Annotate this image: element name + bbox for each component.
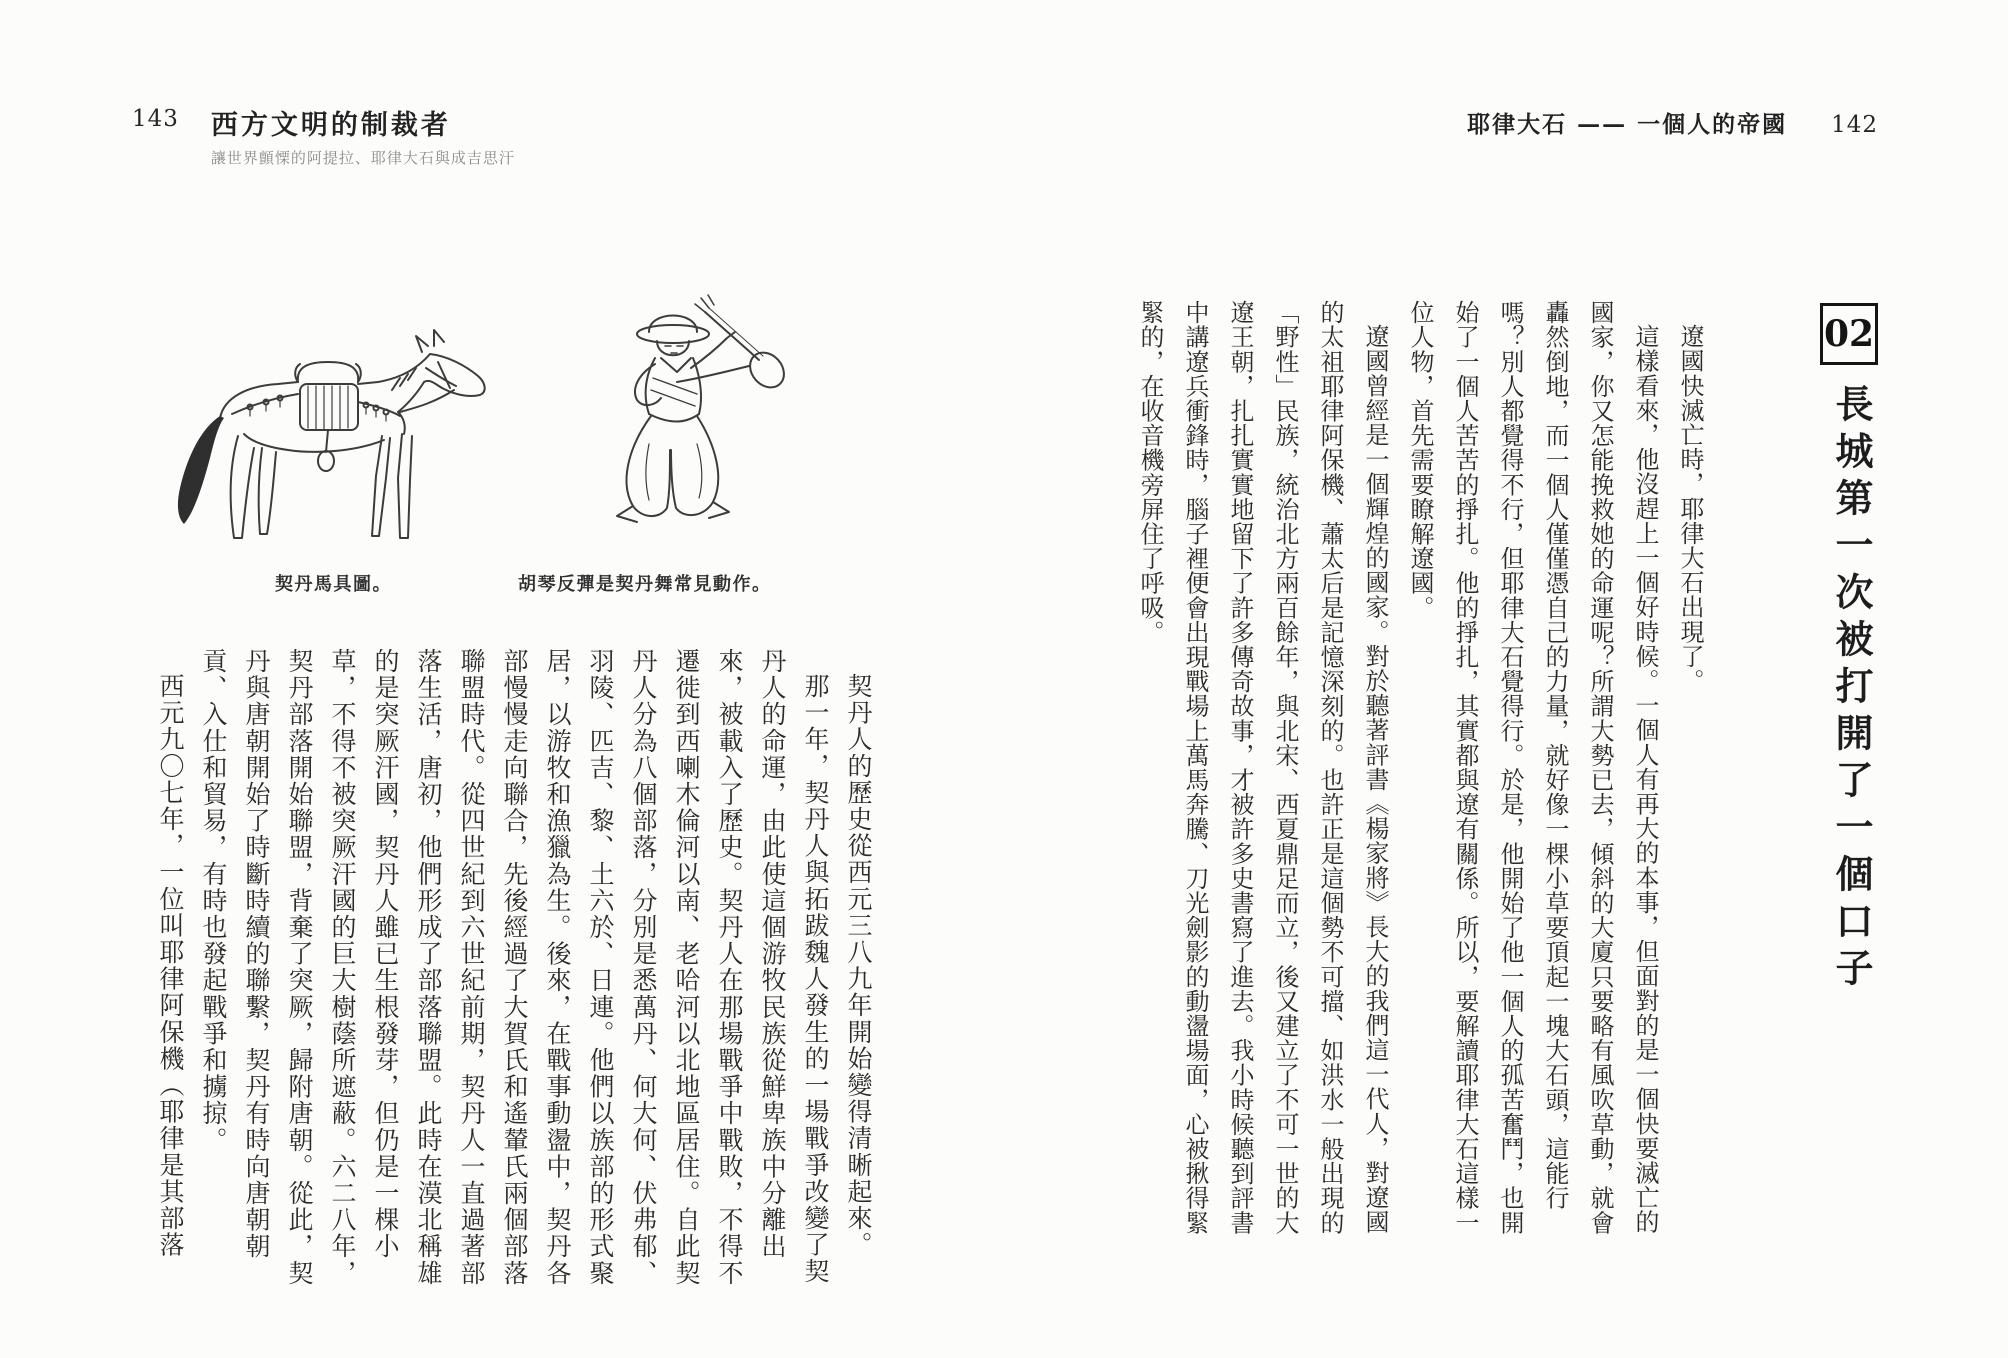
left-page-number: 143 (132, 106, 179, 132)
left-page-header (132, 103, 515, 168)
dancer-line-art-icon (557, 294, 815, 556)
paragraph: 契丹人的歷史從西元三八九年開始變得清晰起來。 (844, 673, 873, 1259)
paragraph: 那一年，契丹人與拓跋魏人發生的一場戰爭改變了契丹人的命運，由此使這個游牧民族從鮮卑族中分離出來，被載入了歷史。契丹人在那場戰爭中戰敗，不得不遷徙到西喇木倫河以南、老哈河以北地區居住。自此契丹人分為八個部落，分別是悉萬丹、何大何、伏弗郁、羽陵、匹吉、黎、土六於、日連。他們以族部的形式聚居，以游牧和漁獵為生。後來，在戰事動盪中，契丹各部慢慢走向聯合，先後經過了大賀氏和遙輦氏兩個部落聯盟時代。從四世紀到六世紀前期，契丹人一直過著部落生活，唐初，他們形成了部落聯盟。此時在漠北稱雄的是突厥汗國，契丹人雖已生根發芽，但仍是一棵小草，不得不被突厥汗國的巨大樹蔭所遮蔽。六二八年，契丹部落開始聯盟，背棄了突厥，歸附唐朝。從此，契丹與唐朝開始了時斷時續的聯繫，契丹有時向唐朝朝貢、入仕和貿易，有時也發起戰爭和擄掠。 (199, 648, 830, 1287)
horse-illustration (150, 306, 500, 564)
paragraph: 西元九〇七年，一位叫耶律阿保機（耶律是其部落 (156, 673, 185, 1259)
paragraph: 這樣看來，他沒趕上一個好時候。一個人有再大的本事，但面對的是一個快要滅亡的國家，你又怎能挽救她的命運呢？所謂大勢已去，傾斜的大廈只要略有風吹草動，就會轟然倒地，而一個人僅僅憑自己的力量，就好像一棵小草要頂起一塊大石頭，這能行嗎？別人都覺得不行，但耶律大石覺得行。於是，他開始了他一個人的孤苦奮鬥，也開始了一個人苦苦的掙扎。他的掙扎，其實都與遼有關係。所以，要解讀耶律大石這樣一位人物，首先需要瞭解遼國。 (1406, 300, 1659, 1235)
book-subtitle: 讓世界顫慄的阿提拉、耶律大石與成吉思汗 (210, 149, 515, 167)
paragraph: 遼國快滅亡時，耶律大石出現了。 (1676, 324, 1704, 693)
paragraph: 遼國曾經是一個輝煌的國家。對於聽著評書《楊家將》長大的我們這一代人，對遼國的太祖耶律阿保機、蕭太后是記憶深刻的。也許正是這個勢不可擋、如洪水一般出現的「野性」民族，統治北方兩百餘年，與北宋、西夏鼎足而立，後又建立了不可一世的大遼王朝，扎扎實實地留下了許多傳奇故事，才被許多史書寫了進去。我小時候聽到評書中講遼兵衝鋒時，腦子裡便會出現戰場上萬馬奔騰、刀光劍影的動盪場面，心被揪得緊緊的，在收音機旁屏住了呼吸。 (1136, 300, 1389, 1235)
chapter-running-title: 耶律大石 —— 一個人的帝國 (1467, 111, 1788, 138)
chapter-title: 長城第一次被打開了一個口子 (1829, 384, 1874, 995)
left-page-body-text (149, 648, 880, 1288)
right-page-body-text (1127, 300, 1712, 1240)
right-page-number: 142 (1831, 112, 1878, 138)
book-title: 西方文明的制裁者 (210, 110, 451, 141)
dancer-illustration (557, 294, 815, 556)
horse-figure-caption: 契丹馬具圖。 (275, 574, 392, 595)
horse-line-art-icon (150, 306, 500, 564)
dancer-figure-caption: 胡琴反彈是契丹舞常見動作。 (518, 574, 772, 595)
chapter-number-badge: 02 (1820, 303, 1878, 365)
right-page-header (1467, 106, 1878, 139)
